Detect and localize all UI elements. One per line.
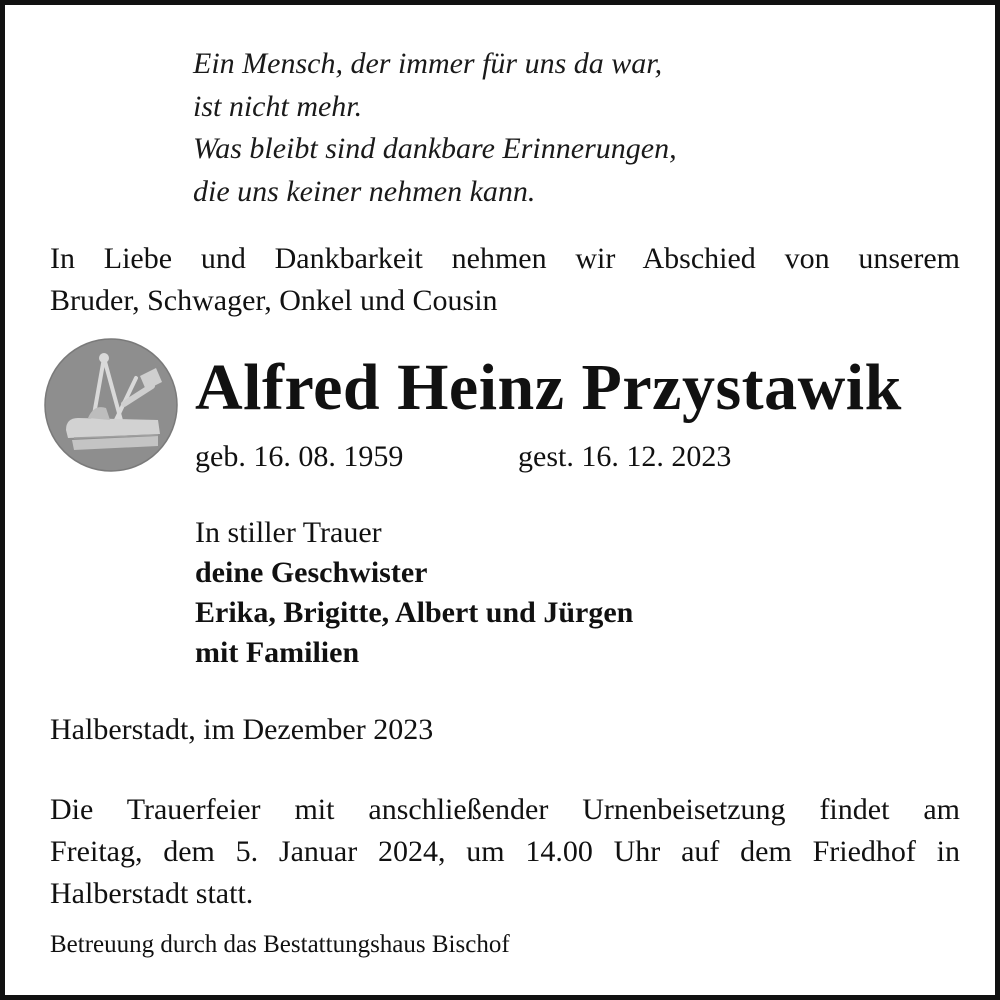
poem-line: Ein Mensch, der immer für uns da war, [193, 47, 663, 80]
birth-date: geb. 16. 08. 1959 [195, 440, 404, 473]
carpenter-tools-emblem-icon [44, 338, 178, 472]
undertaker-credit: Betreuung durch das Bestattungshaus Bischof [50, 931, 510, 958]
poem-line: Was bleibt sind dankbare Erinnerungen, [193, 132, 677, 165]
signoff-line: In stiller Trauer [195, 516, 382, 549]
intro-line: Bruder, Schwager, Onkel und Cousin [50, 284, 498, 317]
ceremony-line: Freitag, dem 5. Januar 2024, um 14.00 Uhr auf dem Friedhof in [50, 835, 960, 868]
ceremony-line: Die Trauerfeier mit anschließender Urnenbeisetzung findet am [50, 793, 960, 826]
mourners-signoff [195, 513, 633, 673]
signoff-line: deine Geschwister [195, 556, 428, 589]
memorial-poem [193, 43, 677, 213]
signoff-line: mit Familien [195, 636, 360, 669]
poem-line: ist nicht mehr. [193, 89, 363, 123]
intro-text [50, 238, 960, 322]
ceremony-notice [50, 789, 960, 915]
signoff-line: Erika, Brigitte, Albert und Jürgen [195, 596, 634, 629]
intro-line: In Liebe und Dankbarkeit nehmen wir Abschied von unserem [50, 242, 960, 275]
ceremony-line: Halberstadt statt. [50, 877, 254, 910]
death-date: gest. 16. 12. 2023 [518, 440, 732, 473]
poem-line: die uns keiner nehmen kann. [193, 174, 536, 208]
deceased-name: Alfred Heinz Przystawik [195, 351, 902, 424]
place-and-date: Halberstadt, im Dezember 2023 [50, 713, 434, 746]
life-dates [195, 436, 732, 478]
